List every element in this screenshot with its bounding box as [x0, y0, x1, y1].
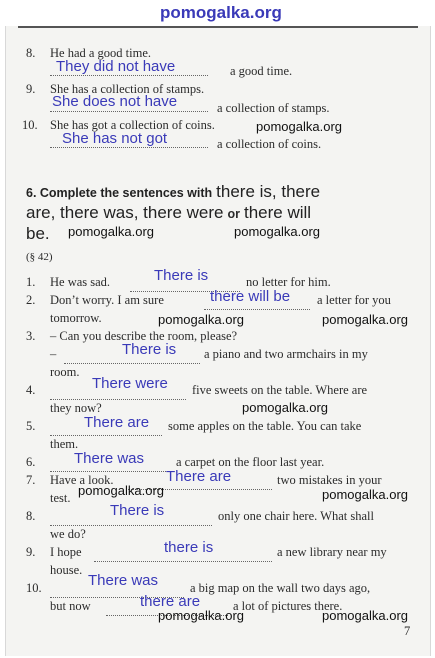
item-10-number: 10. — [26, 581, 42, 595]
item-9-answer: there is — [164, 539, 214, 556]
item-5-continuation: them. — [50, 437, 79, 451]
item-10-answer: There was — [88, 572, 159, 589]
item-1-answer: There is — [154, 267, 209, 284]
p1-item-10-number: 10. — [22, 118, 38, 132]
item-1-text: He was sad. — [50, 275, 111, 289]
task-6-prefix: 6. Complete the sentences with — [26, 186, 213, 200]
item-7-continuation: test. — [50, 491, 71, 505]
watermark-3: pomogalka.org — [234, 224, 320, 239]
item-5-tail: some apples on the table. You can take — [168, 419, 362, 433]
item-7-tail: two mistakes in your — [277, 473, 382, 487]
item-3-text: – Can you describe the room, please? — [50, 329, 238, 343]
watermark-8: pomogalka.org — [322, 487, 408, 502]
item-9-text: I hope — [50, 545, 82, 559]
task-6-line-2 — [26, 203, 311, 223]
p1-item-10-text: She has got a collection of coins. — [50, 118, 215, 132]
task-6-reference: (§ 42) — [26, 251, 53, 263]
p1-item-10-tail: a collection of coins. — [217, 137, 322, 151]
item-9-number: 9. — [26, 545, 36, 559]
item-2-answer: there will be — [210, 288, 291, 305]
item-6-number: 6. — [26, 455, 36, 469]
p1-item-8-text: He had a good time. — [50, 46, 152, 60]
item-6-tail: a carpet on the floor last year. — [176, 455, 325, 469]
item-1-number: 1. — [26, 275, 36, 289]
p1-item-9-number: 9. — [26, 82, 36, 96]
item-9-continuation: house. — [50, 563, 83, 577]
item-7-number: 7. — [26, 473, 36, 487]
item-10-tail-2: a lot of pictures there. — [233, 599, 343, 613]
item-2-continuation: tomorrow. — [50, 311, 102, 325]
p1-item-8-tail: a good time. — [230, 64, 293, 78]
item-4-continuation: they now? — [50, 401, 102, 415]
item-2-text: Don’t worry. I am sure — [50, 293, 164, 307]
p1-item-9-answer: She does not have — [52, 93, 178, 110]
p1-item-9-tail: a collection of stamps. — [217, 101, 330, 115]
item-2-number: 2. — [26, 293, 36, 307]
item-8-number: 8. — [26, 509, 36, 523]
p1-item-9-text: She has a collection of stamps. — [50, 82, 205, 96]
item-7-answer: There are — [166, 468, 232, 485]
watermark-1: pomogalka.org — [256, 119, 342, 134]
item-4-tail: five sweets on the table. Where are — [192, 383, 368, 397]
textbook-page — [5, 26, 431, 656]
item-10-continuation: but now — [50, 599, 91, 613]
item-1-tail: no letter for him. — [246, 275, 331, 289]
item-8-continuation: we do? — [50, 527, 86, 541]
item-10-tail: a big map on the wall two days ago, — [190, 581, 371, 595]
item-3-answer: There is — [122, 341, 177, 358]
item-5-number: 5. — [26, 419, 36, 433]
watermark-5: pomogalka.org — [322, 312, 408, 327]
item-3-continuation: room. — [50, 365, 80, 379]
top-rule — [18, 26, 418, 28]
item-9-tail: a new library near my — [277, 545, 387, 559]
item-8-answer: There is — [110, 502, 165, 519]
task-6-phrase-1: there is, there — [216, 182, 321, 201]
watermark-9: pomogalka.org — [158, 608, 244, 623]
item-10-answer-2: there are — [140, 593, 201, 610]
watermark-4: pomogalka.org — [158, 312, 244, 327]
item-6-answer: There was — [74, 450, 145, 467]
header-watermark: pomogalka.org — [160, 3, 282, 22]
task-6-or: or — [227, 207, 240, 221]
item-3-tail: a piano and two armchairs in my — [204, 347, 368, 361]
task-6-heading — [26, 182, 320, 202]
item-2-tail: a letter for you — [317, 293, 391, 307]
item-7-text: Have a look. — [50, 473, 114, 487]
item-8-tail: only one chair here. What shall — [218, 509, 374, 523]
item-5-answer: There are — [84, 414, 150, 431]
page-number: 7 — [404, 624, 411, 638]
p1-item-10-answer: She has not got — [62, 130, 168, 147]
p1-item-8-number: 8. — [26, 46, 36, 60]
p1-item-8-answer: They did not have — [56, 58, 176, 75]
watermark-7: pomogalka.org — [78, 483, 164, 498]
item-3-number: 3. — [26, 329, 36, 343]
item-4-answer: There were — [92, 375, 168, 392]
task-6-phrase-3: there will — [243, 203, 312, 222]
task-6-phrase-2: are, there was, there were — [26, 203, 224, 222]
watermark-2: pomogalka.org — [68, 224, 154, 239]
item-3-dash: – — [50, 347, 57, 361]
item-4-number: 4. — [26, 383, 36, 397]
task-6-phrase-4: be. — [26, 224, 50, 243]
watermark-10: pomogalka.org — [322, 608, 408, 623]
watermark-6: pomogalka.org — [242, 400, 328, 415]
